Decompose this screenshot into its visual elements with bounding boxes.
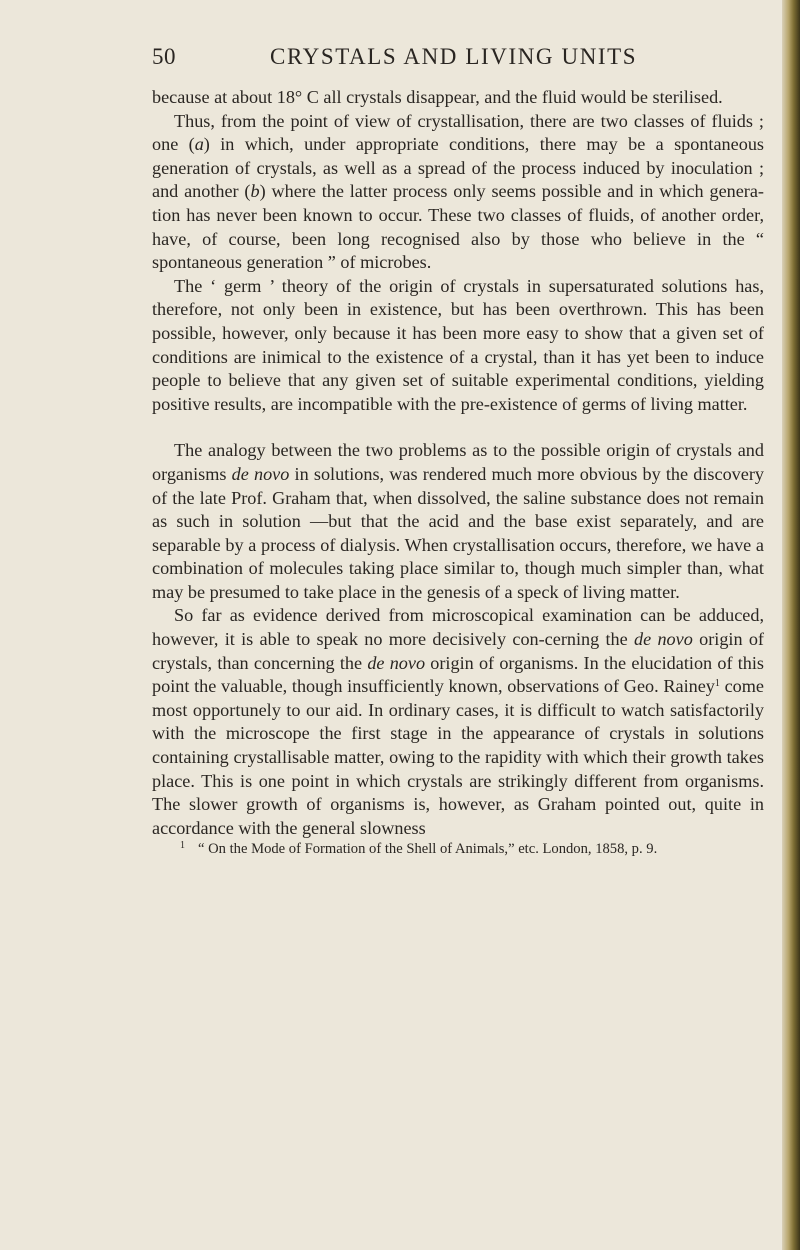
- footnote-marker: 1: [180, 840, 185, 852]
- paragraph-2: Thus, from the point of view of crystallisation, there are two classes of fluids ; one (a) in which, under appropriate conditions, there may be a spontaneous generation of crystals, as well as a spread of the process induced by inoculation ; and another (b) where the latter process only seems possible and in which genera-tion has never been known to occur. These two classes of fluids, of another order, have, of course, been long recognised also by those who believe in the “ spontaneous generation ” of microbes.: [152, 110, 764, 273]
- footnote-reference: 1: [714, 678, 720, 690]
- book-binding-edge: [782, 0, 800, 1250]
- paragraph-3: The ‘ germ ’ theory of the origin of crystals in supersaturated solutions has, therefore, not only been in existence, but has been overthrown. This has been possible, however, only because it has been more easy to show that a given set of conditions are inimical to the existence of a crystal, than it has yet been to induce people to believe that any given set of suitable experimental conditions, yielding positive results, are incompatible with the pre-existence of germs of living matter.: [152, 275, 764, 414]
- paragraph-5: [152, 604, 764, 840]
- paragraph-5-italic-2: de novo: [367, 652, 426, 673]
- footnote-text: “ On the Mode of Formation of the Shell of Animals,” etc. London, 1858, p. 9.: [198, 841, 658, 858]
- paragraph-5-italic-1: de novo: [634, 629, 693, 650]
- paragraph-5-part-a: So far as evidence derived from microscopical examination can be adduced, however, it is able to speak no more decisively con-cerning the: [152, 605, 764, 650]
- paragraph-4: The analogy between the two problems as to the possible origin of crystals and organisms de novo in solutions, was rendered much more obvious by the discovery of the late Prof. Graham that, when dissolved, the saline substance does not remain as such in solution —but that the acid and the base exist separately, and are separable by a process of dialysis. When crystallisation occurs, therefore, we have a combination of molecules taking place similar to, though much simpler than, what may be presumed to take place in the genesis of a speck of living matter.: [152, 440, 764, 602]
- paragraph-5-part-e: origin of organisms. In the elucidation of this point the valuable, though insufficiently known, observations of Geo. Rainey: [152, 652, 764, 697]
- footnote: [152, 840, 764, 858]
- paragraph-5-part-c: origin of crystals, than concerning the: [152, 629, 764, 673]
- paragraph-5-part-f: come most opportunely to our aid. In ordinary cases, it is difficult to watch satisfactorily with the microscope the first stage in the appearance of crystals in solutions containing crystallisable matter, owing to the rapidity with which their growth takes place. This is one point in which crystals are strikingly different from organisms. The slower growth of organisms is, however, as Graham pointed out, quite in accordance with the general slowness: [152, 676, 764, 838]
- page-header: [152, 44, 752, 78]
- paragraph-1: because at about 18° C all crystals disappear, and the fluid would be sterilised.: [152, 87, 723, 107]
- page-number: 50: [152, 44, 176, 69]
- running-title: CRYSTALS AND LIVING UNITS: [270, 44, 638, 69]
- body-text: [152, 86, 764, 858]
